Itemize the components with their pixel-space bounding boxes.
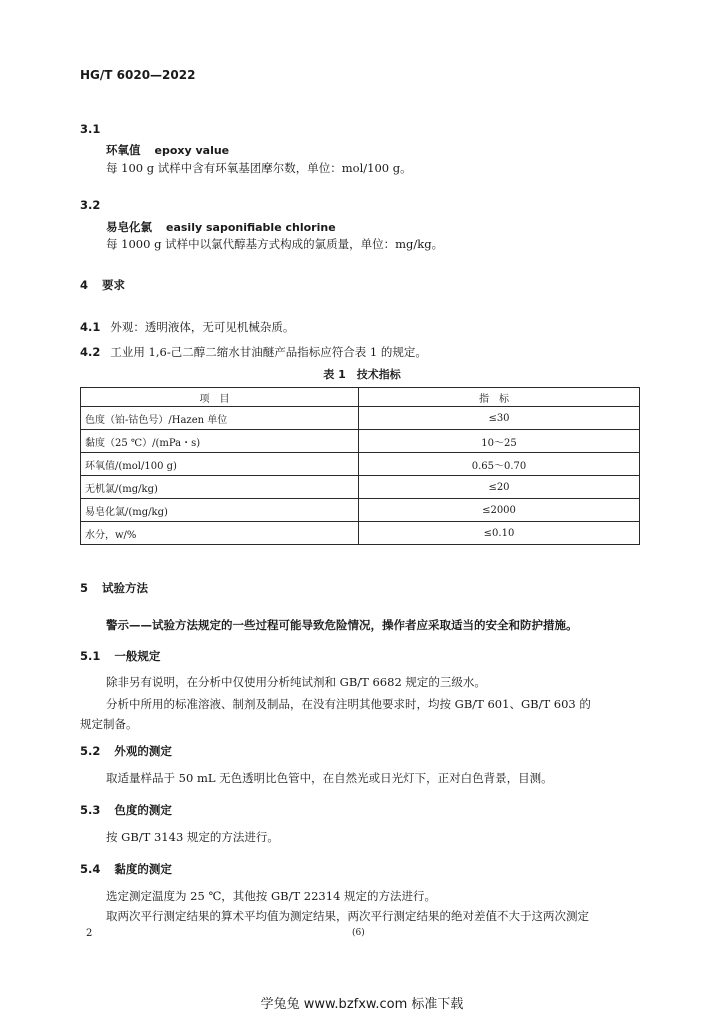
- row-value: ≤30: [359, 407, 640, 430]
- row-value: ≤2000: [359, 499, 640, 522]
- section-4-title: 要求: [102, 278, 126, 292]
- clause-5-1-paragraph-2-cont: 规定制备。: [80, 717, 138, 731]
- section-3-2-number: 3.2: [80, 198, 101, 212]
- clause-4-1-number: 4.1: [80, 320, 101, 334]
- clause-5-2-title: 外观的测定: [114, 744, 172, 758]
- term-cn: 环氧值: [106, 143, 141, 157]
- section-3-1-definition: 每 100 g 试样中含有环氧基团摩尔数，单位：mol/100 g。: [106, 161, 412, 175]
- table-row: [81, 499, 640, 522]
- col-index-header: 指标: [359, 388, 640, 407]
- section-3-1-term: [106, 139, 229, 158]
- clause-5-1-paragraph-2: 分析中所用的标准溶液、制剂及制品，在没有注明其他要求时，均按 GB/T 601、GB/T 603 的: [106, 697, 591, 711]
- watermark-text: 学兔兔 www.bzfxw.com 标准下载: [260, 997, 464, 1012]
- clause-5-1-number: 5.1: [80, 649, 101, 663]
- table-row: [81, 453, 640, 476]
- clause-5-1-heading: [80, 648, 160, 664]
- clause-5-3-heading: [80, 802, 172, 818]
- section-4-heading: [80, 277, 125, 293]
- row-item: 无机氯/(mg/kg): [81, 476, 359, 499]
- spec-table: [80, 387, 640, 545]
- section-3-2-definition: 每 1000 g 试样中以氯代醇基方式构成的氯质量，单位：mg/kg。: [106, 237, 444, 251]
- section-4-number: 4: [80, 278, 89, 292]
- clause-5-3-number: 5.3: [80, 803, 101, 817]
- col-item-header: 项目: [81, 388, 359, 407]
- clause-5-1-title: 一般规定: [114, 649, 161, 663]
- row-item: 黏度（25 ℃）/(mPa・s): [81, 430, 359, 453]
- section-3-1-number: 3.1: [80, 122, 101, 136]
- term-cn: 易皂化氯: [106, 220, 152, 234]
- page-number: 2: [86, 928, 93, 939]
- section-5-number: 5: [80, 581, 89, 595]
- section-5-heading: [80, 580, 148, 596]
- row-item: 色度（铂-钴色号）/Hazen 单位: [81, 407, 359, 430]
- row-item: 环氧值/(mol/100 g): [81, 453, 359, 476]
- clause-5-2-heading: [80, 743, 172, 759]
- clause-5-4-paragraph-2: 取两次平行测定结果的算术平均值为测定结果，两次平行测定结果的绝对差值不大于这两次测定: [106, 909, 589, 923]
- clause-4-2-number: 4.2: [80, 345, 101, 359]
- clause-4-1-text: 外观：透明液体，无可见机械杂质。: [110, 320, 295, 334]
- term-en: easily saponifiable chlorine: [166, 221, 336, 234]
- row-value: ≤0.10: [359, 522, 640, 545]
- clause-5-3-paragraph: 按 GB/T 3143 规定的方法进行。: [106, 830, 279, 844]
- clause-5-4-number: 5.4: [80, 862, 101, 876]
- clause-4-2: [80, 341, 427, 360]
- table-row: [81, 522, 640, 545]
- warning-text: 警示——试验方法规定的一些过程可能导致危险情况，操作者应采取适当的安全和防护措施。: [106, 618, 578, 632]
- clause-5-2-paragraph: 取适量样品于 50 mL 无色透明比色管中，在自然光或日光灯下，正对白色背景，目测。: [106, 771, 553, 785]
- table-caption: 表 1 技术指标: [323, 368, 401, 381]
- clause-5-4-title: 黏度的测定: [114, 862, 172, 876]
- row-value: 0.65～0.70: [359, 453, 640, 476]
- clause-4-1: [80, 316, 294, 335]
- table-row: [81, 476, 640, 499]
- row-value: 10～25: [359, 430, 640, 453]
- table-row: [81, 407, 640, 430]
- page-center-mark: (6): [352, 928, 365, 938]
- clause-5-3-title: 色度的测定: [114, 803, 172, 817]
- table-header-row: [81, 388, 640, 407]
- row-item: 水分，w/%: [81, 522, 359, 545]
- term-en: epoxy value: [154, 144, 230, 157]
- row-item: 易皂化氯/(mg/kg): [81, 499, 359, 522]
- clause-5-4-heading: [80, 861, 172, 877]
- clause-5-1-paragraph-1: 除非另有说明，在分析中仅使用分析纯试剂和 GB/T 6682 规定的三级水。: [106, 675, 486, 689]
- table-row: [81, 430, 640, 453]
- clause-4-2-text: 工业用 1,6-己二醇二缩水甘油醚产品指标应符合表 1 的规定。: [110, 345, 427, 359]
- section-3-2-term: [106, 216, 336, 235]
- clause-5-4-paragraph-1: 选定测定温度为 25 ℃，其他按 GB/T 22314 规定的方法进行。: [106, 889, 437, 903]
- row-value: ≤20: [359, 476, 640, 499]
- clause-5-2-number: 5.2: [80, 744, 101, 758]
- standard-code-header: HG/T 6020—2022: [80, 68, 196, 82]
- section-5-title: 试验方法: [102, 581, 149, 595]
